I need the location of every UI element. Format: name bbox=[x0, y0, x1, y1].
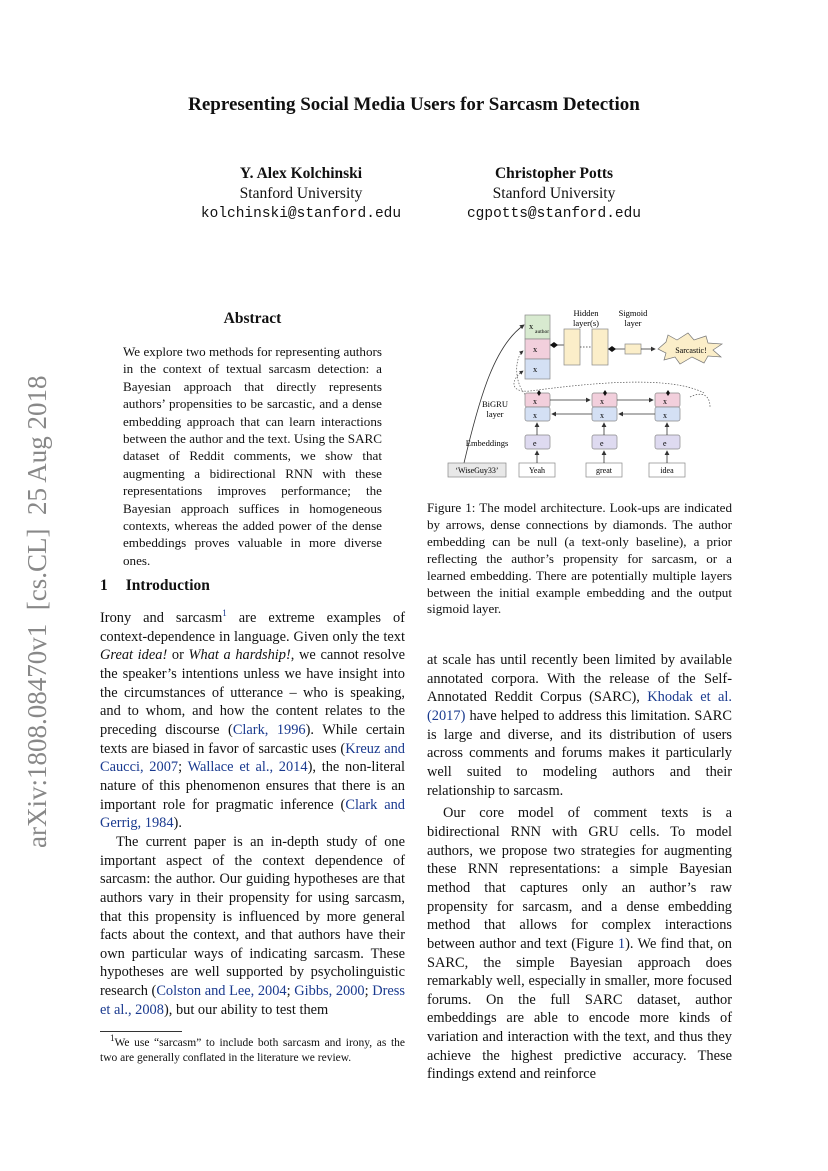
arxiv-identifier: arXiv:1808.08470v1 [cs.CL] 25 Aug 2018 bbox=[22, 375, 52, 848]
paper-title: Representing Social Media Users for Sarcasm Detection bbox=[188, 94, 640, 115]
author-name: Christopher Potts bbox=[494, 165, 614, 182]
author-x: x bbox=[529, 321, 534, 331]
hidden-label-2: layer(s) bbox=[573, 318, 599, 328]
sigmoid-label-1: Sigmoid bbox=[618, 308, 648, 318]
paragraph: Our core model of comment texts is a bidirectional RNN with GRU cells. To model authors, we propose two strategies for augmenting these RNN representations: a simple Bayesian method that captures only an author’s raw propensity for sarcasm, and a dense embedding method that allows for complex interactions between author and text (Figure 1). We find that, on SARC, the simple Bayesian approach does remarkably well, especially in smaller, more focused forums. On the full SARC dataset, author embeddings are able to encode more kinds of variation and interaction with the text, and thus they achieve the highest predictive accuracy. These findings extend and reinforce bbox=[427, 805, 732, 1083]
right-column bbox=[427, 651, 732, 1084]
citation-link[interactable]: Gibbs, 2000 bbox=[294, 983, 365, 1000]
svg-text:idea: idea bbox=[660, 466, 674, 475]
abstract-text: We explore two methods for representing authors in the context of textual sarcasm detection: a Bayesian approach that directly represents authors’ propensities to be sarcastic, and a dense embedding approach that can learn interactions between the author and the text. Using the SARC dataset of Reddit comments, we show that augmenting a bidirectional RNN with these representations improves performance; the Bayesian approach suffices in homogeneous contexts, whereas the added power of the dense embeddings proves valuable in more diverse ones. bbox=[123, 344, 382, 568]
hidden-layer-box-2 bbox=[592, 329, 608, 365]
svg-text:x: x bbox=[600, 411, 604, 420]
svg-text:x: x bbox=[533, 364, 538, 374]
svg-text:x: x bbox=[533, 344, 538, 354]
section-number: 1 bbox=[100, 577, 108, 594]
citation-link[interactable]: Kreuz and Caucci, 2007 bbox=[100, 740, 405, 776]
token-author: ‘WiseGuy33’ bbox=[455, 466, 499, 475]
bigru-cell-2 bbox=[592, 393, 617, 421]
footnote-mark[interactable]: 1 bbox=[222, 608, 227, 619]
bigru-label-1: BiGRU bbox=[482, 399, 508, 409]
embedding-box-2 bbox=[592, 435, 617, 449]
author-affiliation: Stanford University bbox=[492, 185, 616, 202]
embedding-box-1 bbox=[525, 435, 550, 449]
citation-link[interactable]: Clark, 1996 bbox=[232, 721, 306, 738]
svg-text:e: e bbox=[533, 439, 537, 448]
sigmoid-label-2: layer bbox=[624, 318, 642, 328]
footnote-number: 1 bbox=[110, 1033, 115, 1044]
left-column bbox=[100, 609, 405, 1019]
footnote bbox=[100, 1033, 405, 1066]
bigru-label-2: layer bbox=[486, 409, 504, 419]
hidden-layer-box-1 bbox=[564, 329, 580, 365]
figure-caption: Figure 1: The model architecture. Look-ups are indicated by arrows, dense connections by diamonds. The author embedding can be null (a text-only baseline), a prior reflecting the author’s propensity for sarcasm, or a learned embedding. There are potentially multiple layers between the initial example embedding and the output sigmoid layer. bbox=[427, 500, 732, 617]
section-heading bbox=[100, 577, 210, 595]
author-affiliation: Stanford University bbox=[239, 185, 363, 202]
citation-link[interactable]: Wallace et al., 2014 bbox=[187, 759, 308, 776]
hidden-label-1: Hidden bbox=[573, 308, 599, 318]
footnote-rule bbox=[100, 1031, 182, 1032]
author-name: Y. Alex Kolchinski bbox=[239, 165, 363, 182]
paragraph: The current paper is an in-depth study of one important aspect of the context dependence of sarcasm: the author. Our guiding hypotheses are that authors vary in their propensity for using sarcasm, that this propensity is influenced by more general facts about the context, and that authors have their own particular ways of indicating sarcasm. These hypotheses are well supported by psycholinguistic research (Colston and Lee, 2004; Gibbs, 2000; Dress et al., 2008), but our ability to test them bbox=[100, 833, 406, 1018]
citation-link[interactable]: Khodak et al. (2017) bbox=[427, 689, 733, 724]
svg-text:Yeah: Yeah bbox=[528, 466, 546, 475]
svg-text:x: x bbox=[600, 397, 604, 406]
svg-text:x: x bbox=[533, 397, 537, 406]
paragraph: at scale has until recently been limited by available annotated corpora. With the release of the Self-Annotated Reddit Corpus (SARC), Khodak et al. (2017) have helped to address this limitation. SARC is large and diverse, and its distribution of users across comments and forums makes it particularly well suited to modeling authors and their relationship to sarcasm. bbox=[427, 652, 733, 799]
arxiv-stamp bbox=[16, 360, 56, 850]
svg-text:x: x bbox=[663, 411, 667, 420]
paragraph: Irony and sarcasm$^1$ are extreme examples of context-dependence in language. Given only the text Great idea! or What a hardship!, we cannot resolve the speaker’s intentions unless we have insight into the circumstances of utterance – who is speaking, and to whom, and how the content relates to the preceding discourse (Clark, 1996). While certain texts are biased in favor of sarcastic uses (Kreuz and Caucci, 2007; Wallace et al., 2014), the non-literal nature of this phenomenon ensures that there is an important role for pragmatic inference (Clark and Gerrig, 1984). bbox=[100, 608, 406, 832]
svg-text:x: x bbox=[533, 411, 537, 420]
svg-text:x: x bbox=[663, 397, 667, 406]
concat-backward-box bbox=[525, 359, 550, 379]
citation-link[interactable]: Dress et al., 2008 bbox=[100, 983, 406, 1018]
author-x-sub: author bbox=[535, 329, 550, 335]
author-email: cgpotts@stanford.edu bbox=[466, 206, 642, 222]
sigmoid-box bbox=[625, 344, 641, 354]
embeddings-label: Embeddings bbox=[465, 438, 509, 448]
author-email: kolchinski@stanford.edu bbox=[200, 206, 402, 222]
embedding-box-3 bbox=[655, 435, 680, 449]
bigru-cell-3 bbox=[655, 393, 680, 421]
abstract-heading: Abstract bbox=[223, 310, 282, 327]
concat-forward-box bbox=[525, 339, 550, 359]
svg-text:e: e bbox=[600, 439, 604, 448]
author-block-2 bbox=[404, 164, 704, 224]
citation-link[interactable]: Clark and Gerrig, 1984 bbox=[100, 796, 405, 832]
citation-link[interactable]: Colston and Lee, 2004 bbox=[156, 983, 287, 1000]
section-title: Introduction bbox=[125, 577, 210, 594]
svg-text:e: e bbox=[663, 439, 667, 448]
bigru-cell-1 bbox=[525, 393, 550, 421]
svg-text:great: great bbox=[596, 466, 612, 475]
footnote-text: We use “sarcasm” to include both sarcasm and irony, as the two are generally conflated in the literature we review. bbox=[100, 1037, 405, 1065]
model-architecture-figure bbox=[440, 305, 730, 490]
sarcastic-label: Sarcastic! bbox=[675, 346, 707, 355]
figure-ref-link[interactable]: 1 bbox=[617, 935, 626, 952]
